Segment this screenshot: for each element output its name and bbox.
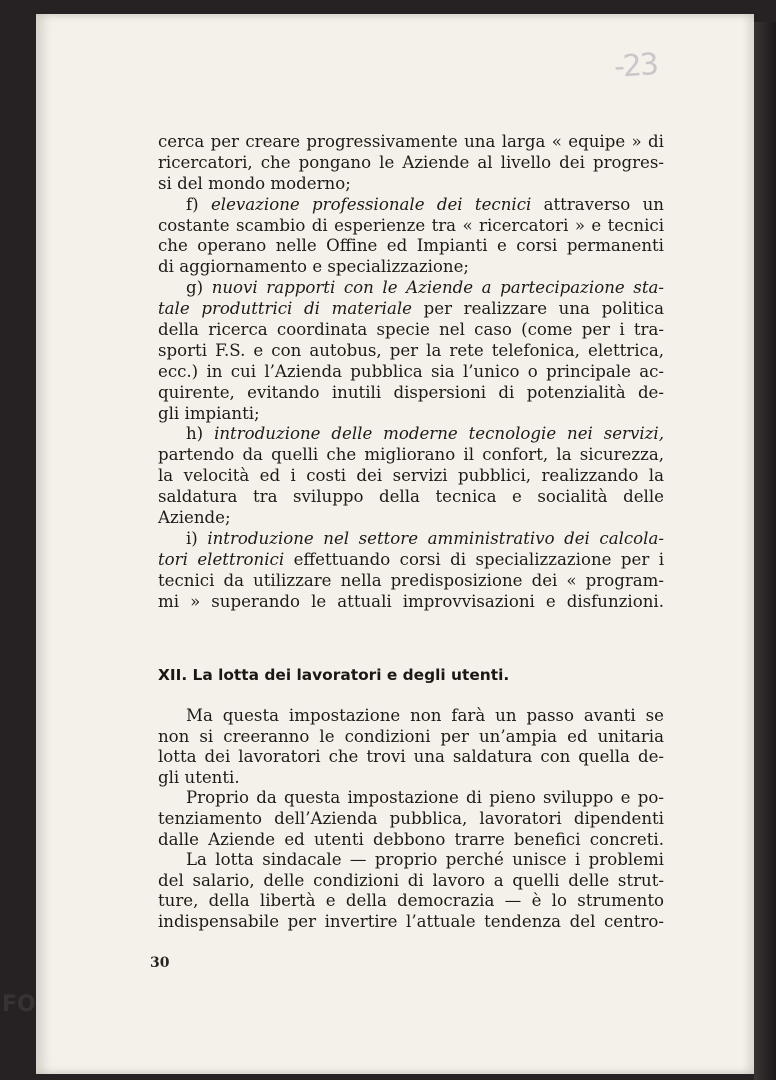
text-line: ricercatori, che pongano le Aziende al livello dei progres- <box>158 152 664 172</box>
text-line: cerca per creare progressivamente una larga « equipe » di <box>158 132 664 151</box>
text-line: ture, della libertà e della democrazia — è lo strumento <box>158 891 664 911</box>
list-item-g: g) nuovi rapporti con le Aziende a partecipazione sta- <box>186 278 664 298</box>
text-line: di aggiornamento e specializzazione; <box>158 257 470 277</box>
text-line: indispensabile per invertire l’attuale tendenza del centro- <box>158 911 664 931</box>
text-line: tecnici da utilizzare nella predisposizione dei « program- <box>158 570 664 590</box>
text-line: Aziende; <box>158 508 231 528</box>
text-line: dalle Aziende ed utenti debbono trarre benefici concreti. <box>158 829 664 849</box>
text-line: lotta dei lavoratori che trovi una saldatura con quella de- <box>158 747 664 767</box>
watermark-logo: FO <box>2 992 36 1017</box>
text-line: saldatura tra sviluppo della tecnica e socialità delle <box>158 487 664 507</box>
list-item-h: h) introduzione delle moderne tecnologie nei servizi, <box>186 424 664 444</box>
text-line: ecc.) in cui l’Azienda pubblica sia l’unico o principale ac- <box>158 361 664 381</box>
text-line: partendo da quelli che migliorano il confort, la sicurezza, <box>158 445 664 465</box>
page-number: 30 <box>150 955 170 971</box>
text-line: quirente, evitando inutili dispersioni di potenzialità de- <box>158 382 664 402</box>
text-line: si del mondo moderno; <box>158 173 351 193</box>
text-line: tori elettronici effettuando corsi di specializzazione per i <box>158 549 664 569</box>
text-line: della ricerca coordinata specie nel caso (come per i tra- <box>158 320 664 340</box>
text-line: che operano nelle Offine ed Impianti e corsi permanenti <box>158 236 664 256</box>
text-line: costante scambio di esperienze tra « ricercatori » e tecnici <box>158 215 664 235</box>
text-line: tale produttrici di materiale per realizzare una politica <box>158 299 664 319</box>
text-line: Proprio da questa impostazione di pieno sviluppo e po- <box>186 788 664 808</box>
text-line: tenziamento dell’Azienda pubblica, lavoratori dipendenti <box>158 808 664 828</box>
handwritten-page-mark: -23 <box>612 46 659 85</box>
list-item-f: f) elevazione professionale dei tecnici attraverso un <box>186 194 664 214</box>
text-line: gli utenti. <box>158 767 240 787</box>
body-text-bottom <box>158 706 664 933</box>
text-line: gli impianti; <box>158 403 260 423</box>
page-edge-shadow <box>754 22 776 1080</box>
text-line: del salario, delle condizioni di lavoro a quelli delle strut- <box>158 870 664 890</box>
text-line: Ma questa impostazione non farà un passo avanti se <box>186 706 664 725</box>
body-text-top <box>158 132 664 612</box>
text-line: sporti F.S. e con autobus, per la rete telefonica, elettrica, <box>158 340 664 360</box>
section-heading: XII. La lotta dei lavoratori e degli utenti. <box>158 666 510 684</box>
text-line: la velocità ed i costi dei servizi pubblici, realizzando la <box>158 466 664 486</box>
text-line: La lotta sindacale — proprio perché unisce i problemi <box>186 850 664 870</box>
text-line: non si creeranno le condizioni per un’ampia ed unitaria <box>158 726 664 746</box>
text-line: mi » superando le attuali improvvisazioni e disfunzioni. <box>158 591 664 611</box>
list-item-i: i) introduzione nel settore amministrativo dei calcola- <box>186 528 664 548</box>
